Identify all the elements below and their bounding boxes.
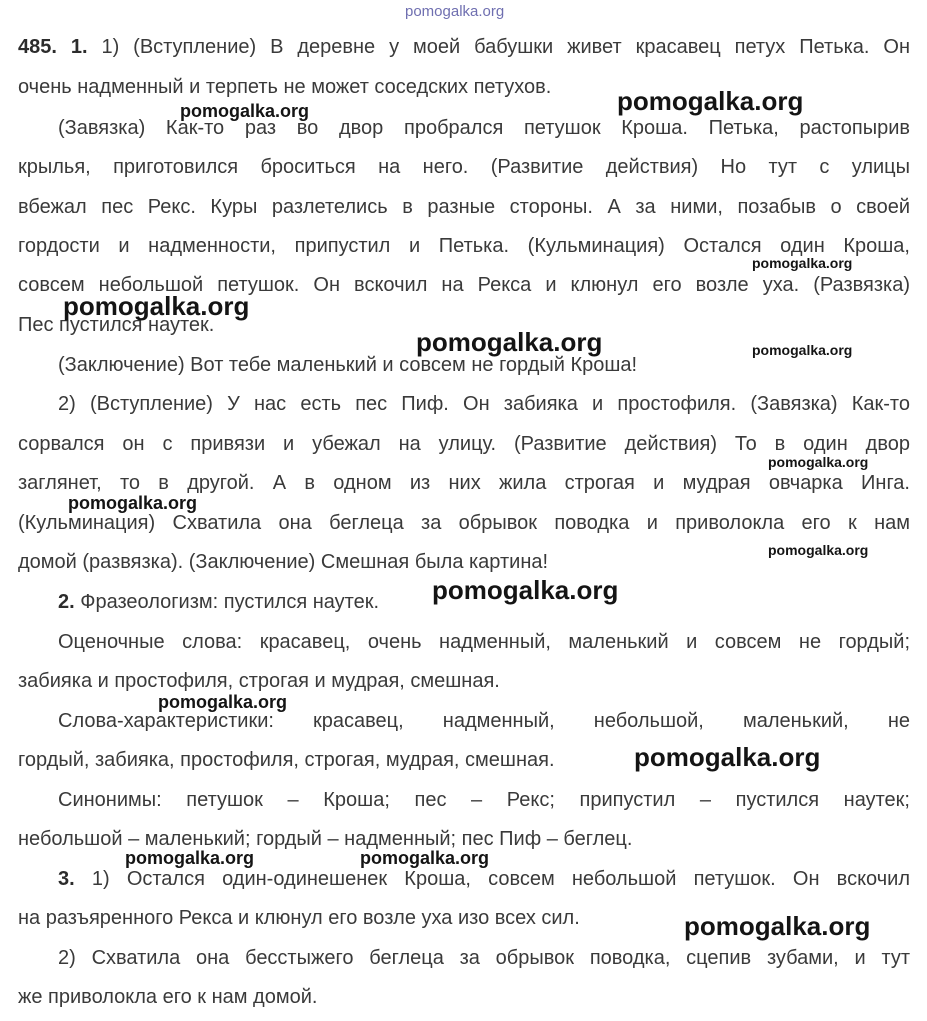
watermark: pomogalka.org bbox=[180, 101, 310, 121]
text-line: Пес пустился наутек. bbox=[18, 314, 215, 336]
watermark: pomogalka.org bbox=[684, 911, 871, 941]
watermark: pomogalka.org bbox=[405, 3, 505, 20]
text-line: Оценочные слова: красавец, очень надменный, маленький и совсем не гордый; bbox=[58, 631, 910, 653]
text-line: 3. 1) Остался один-одинешенек Кроша, совсем небольшой петушок. Он вскочил bbox=[58, 868, 910, 890]
text-line: небольшой – маленький; гордый – надменный; пес Пиф – беглец. bbox=[18, 828, 633, 850]
watermark: pomogalka.org bbox=[68, 493, 198, 513]
task-number: 2. bbox=[58, 591, 75, 613]
watermark: pomogalka.org bbox=[63, 291, 250, 321]
watermark: pomogalka.org bbox=[752, 255, 853, 271]
watermark: pomogalka.org bbox=[617, 86, 804, 116]
text-line: очень надменный и терпеть не может соседских петухов. bbox=[18, 76, 552, 98]
text-line: же приволокла его к нам домой. bbox=[18, 986, 318, 1008]
text-line: 2. Фразеологизм: пустился наутек. bbox=[58, 591, 380, 613]
watermark: pomogalka.org bbox=[158, 692, 288, 712]
exercise-number: 485. bbox=[18, 36, 57, 58]
text-line: (Заключение) Вот тебе маленький и совсем не гордый Кроша! bbox=[58, 354, 638, 376]
task-number: 1. bbox=[70, 36, 88, 58]
text-line: забияка и простофиля, строгая и мудрая, смешная. bbox=[18, 670, 500, 692]
task-number: 3. bbox=[58, 868, 75, 890]
watermark: pomogalka.org bbox=[360, 848, 490, 868]
watermark: pomogalka.org bbox=[768, 454, 869, 470]
text-line: Синонимы: петушок – Кроша; пес – Рекс; припустил – пустился наутек; bbox=[58, 789, 910, 811]
text-line: 2) (Вступление) У нас есть пес Пиф. Он забияка и простофиля. (Завязка) Как-то bbox=[58, 393, 910, 415]
text-line: на разъяренного Рекса и клюнул его возле уха изо всех сил. bbox=[18, 907, 580, 929]
text-line: совсем небольшой петушок. Он вскочил на Рекса и клюнул его возле уха. (Развязка) bbox=[18, 274, 910, 296]
text-line: гордый, забияка, простофиля, строгая, мудрая, смешная. bbox=[18, 749, 555, 771]
text-line: (Кульминация) Схватила она беглеца за обрывок поводка и приволокла его к нам bbox=[18, 512, 910, 534]
watermark: pomogalka.org bbox=[752, 342, 853, 358]
text-line: вбежал пес Рекс. Куры разлетелись в разные стороны. А за ними, позабыв о своей bbox=[18, 196, 910, 218]
watermark: pomogalka.org bbox=[432, 575, 619, 605]
watermark: pomogalka.org bbox=[768, 542, 869, 558]
text-line: Слова-характеристики: красавец, надменный, небольшой, маленький, не bbox=[58, 710, 910, 732]
text-line: гордости и надменности, припустил и Петька. (Кульминация) Остался один Кроша, bbox=[18, 235, 910, 257]
text-line: 485. 1. 1) (Вступление) В деревне у моей бабушки живет красавец петух Петька. Он bbox=[18, 36, 910, 58]
text-line: 2) Схватила она бесстыжего беглеца за обрывок поводка, сцепив зубами, и тут bbox=[58, 947, 910, 969]
text-line: заглянет, то в другой. А в одном из них жила строгая и мудрая овчарка Инга. bbox=[18, 472, 910, 494]
text-line: крылья, приготовился броситься на него. (Развитие действия) Но тут с улицы bbox=[18, 156, 910, 178]
text-line: (Завязка) Как-то раз во двор пробрался петушок Кроша. Петька, растопырив bbox=[58, 117, 910, 139]
text-line: домой (развязка). (Заключение) Смешная была картина! bbox=[18, 551, 549, 573]
text-line: сорвался он с привязи и убежал на улицу. (Развитие действия) То в один двор bbox=[18, 433, 910, 455]
watermark: pomogalka.org bbox=[634, 742, 821, 772]
watermark: pomogalka.org bbox=[125, 848, 255, 868]
watermark: pomogalka.org bbox=[416, 327, 603, 357]
